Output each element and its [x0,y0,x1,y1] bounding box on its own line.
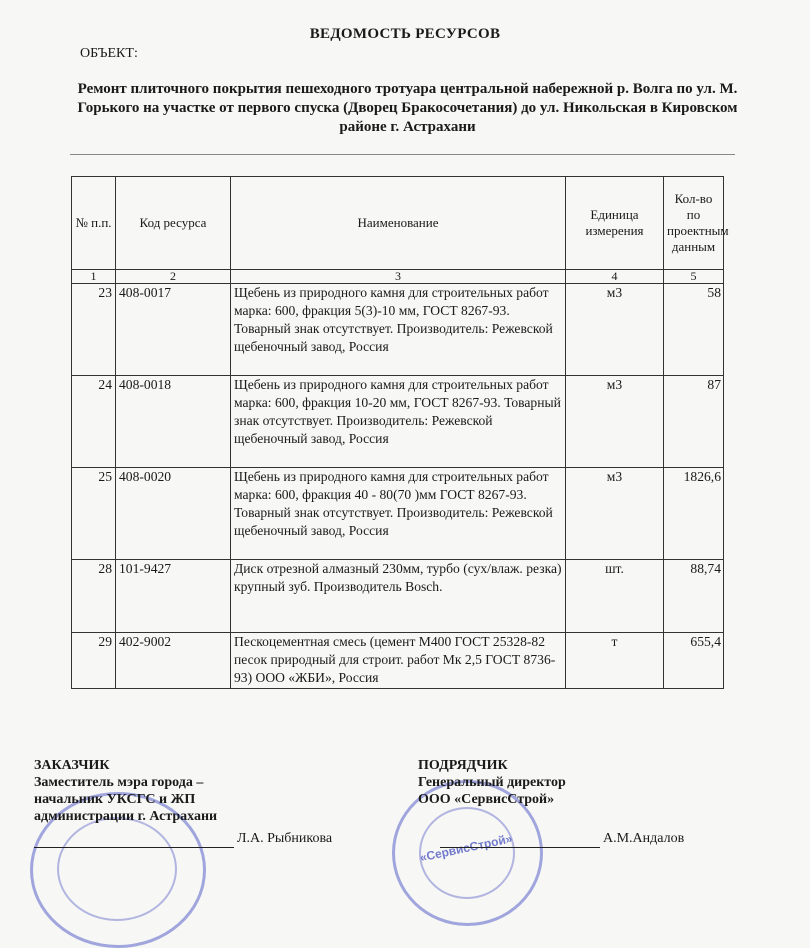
table-row [72,560,724,633]
row-code: 101-9427 [116,560,231,633]
object-label: ОБЪЕКТ: [80,46,138,61]
row-code: 408-0020 [116,468,231,560]
table-row [72,376,724,468]
row-qty: 87 [664,376,724,468]
row-unit: м3 [566,376,664,468]
row-code: 402-9002 [116,633,231,689]
table-row [72,284,724,376]
contractor-position: ООО «СервисСтрой» [418,792,555,807]
row-name: Щебень из природного камня для строительных работ марка: 600, фракция 5(3)-10 мм, ГОСТ 8267-93. Товарный знак отсутствует. Производитель: Режевской щебеночный завод, Россия [231,284,566,376]
table-row [72,633,724,689]
contractor-signature-line [440,847,600,848]
row-num: 24 [72,376,116,468]
row-code: 408-0017 [116,284,231,376]
customer-position: Заместитель мэра города – [34,775,204,790]
customer-name: Л.А. Рыбникова [237,831,333,846]
table-header-row [72,177,724,270]
customer-heading: ЗАКАЗЧИК [34,758,110,773]
row-name: Диск отрезной алмазный 230мм, турбо (сух/влаж. резка) крупный зуб. Производитель Bosch. [231,560,566,633]
row-name: Пескоцементная смесь (цемент М400 ГОСТ 25328-82 песок природный для строит. работ Мк 2,5 ГОСТ 8736-93) ООО «ЖБИ», Россия [231,633,566,689]
row-unit: т [566,633,664,689]
header-unit: Единица измерения [566,177,664,270]
row-qty: 88,74 [664,560,724,633]
table-row [72,468,724,560]
header-name: Наименование [231,177,566,270]
divider [70,154,735,155]
row-qty: 1826,6 [664,468,724,560]
row-unit: шт. [566,560,664,633]
row-unit: м3 [566,468,664,560]
customer-position: начальник УКСГС и ЖП [34,792,196,807]
index-cell: 2 [116,270,231,284]
index-cell: 1 [72,270,116,284]
customer-signature-line [34,847,234,848]
resources-table [71,176,729,689]
row-name: Щебень из природного камня для строительных работ марка: 600, фракция 40 - 80(70 )мм ГОСТ 8267-93. Товарный знак отсутствует. Производитель: Режевской щебеночный завод, Россия [231,468,566,560]
customer-position: администрации г. Астрахани [34,809,218,824]
document-title: ВЕДОМОСТЬ РЕСУРСОВ [309,26,501,42]
row-qty: 655,4 [664,633,724,689]
row-qty: 58 [664,284,724,376]
customer-block [34,757,217,825]
row-code: 408-0018 [116,376,231,468]
object-description: Ремонт плиточного покрытия пешеходного тротуара центральной набережной р. Волга по ул. М. Горького на участке от первого спуска (Дворец Бракосочетания) до ул. Никольская в Кировском районе г. Астрахани [77,81,738,135]
row-num: 25 [72,468,116,560]
contractor-position: Генеральный директор [418,775,566,790]
row-num: 28 [72,560,116,633]
index-cell: 4 [566,270,664,284]
contractor-stamp-text: «СервисСтрой» [418,831,514,865]
contractor-name: А.М.Андалов [603,831,685,846]
contractor-block [418,757,566,808]
header-num: № п.п. [72,177,116,270]
index-cell: 3 [231,270,566,284]
header-qty: Кол-во по проектным данным [664,177,724,270]
row-num: 23 [72,284,116,376]
index-cell: 5 [664,270,724,284]
row-num: 29 [72,633,116,689]
row-unit: м3 [566,284,664,376]
index-row [72,270,724,284]
contractor-heading: ПОДРЯДЧИК [418,758,508,773]
header-code: Код ресурса [116,177,231,270]
row-name: Щебень из природного камня для строительных работ марка: 600, фракция 10-20 мм, ГОСТ 8267-93. Товарный знак отсутствует. Производитель: Режевской щебеночный завод, Россия [231,376,566,468]
